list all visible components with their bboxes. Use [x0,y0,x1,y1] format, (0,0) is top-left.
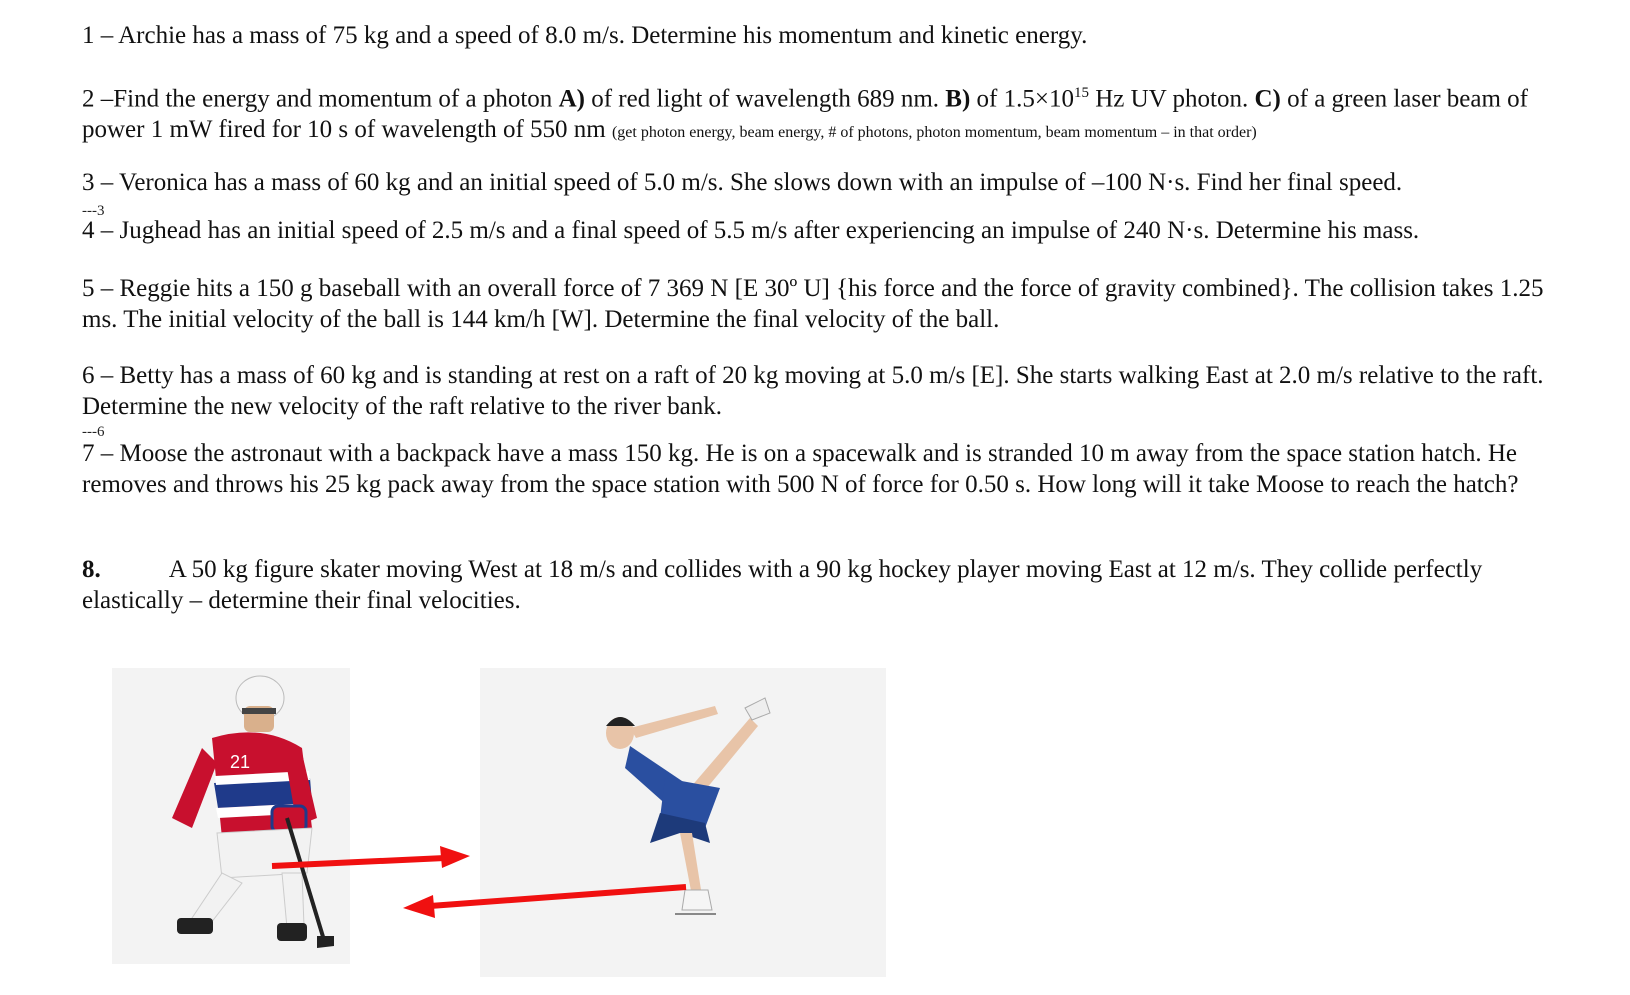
q2-note: (get photon energy, beam energy, # of photons, photon momentum, beam momentum – in that order) [611,124,1257,142]
q2-part-b-text-post: Hz UV photon. [1088,85,1255,113]
separator-6: ---6 [82,424,105,440]
question-3: 3 – Veronica has a mass of 60 kg and an initial speed of 5.0 m/s. She slows down with an impulse of –100 N·s. Find her final speed. [82,169,1403,196]
arrow-west [403,887,686,918]
separator-3: ---3 [82,203,105,219]
question-1: 1 – Archie has a mass of 75 kg and a speed of 8.0 m/s. Determine his momentum and kinetic energy. [82,22,1088,49]
q2-part-b-text: of 1.5×10 [970,85,1074,113]
q2-part-b-label: B) [945,85,971,113]
q2-part-c-label: C) [1254,85,1281,113]
jersey-number: 21 [230,752,251,772]
arrow-east [272,846,470,868]
q2-part-a-label: A) [558,85,585,113]
q2-part-c-text: of a green laser beam of power 1 mW fired for 10 s of wavelength of 550 nm [82,85,1528,144]
q8-number: 8. [82,556,101,583]
q2-part-a-text: of red light of wavelength 689 nm. [584,85,946,113]
q2-exponent: 15 [1073,85,1089,101]
q8-text: A 50 kg figure skater moving West at 18 m/s and collides with a 90 kg hockey player moving East at 12 m/s. They collide perfectly elastically – determine their final velocities. [82,556,1483,614]
q2-lead: 2 –Find the energy and momentum of a photon [82,85,559,113]
question-4: 4 – Jughead has an initial speed of 2.5 m/s and a final speed of 5.5 m/s after experiencing an impulse of 240 N·s. Determine his mass. [82,217,1420,244]
question-5: 5 – Reggie hits a 150 g baseball with an overall force of 7 369 N [E 30º U] {his force and the force of gravity combined}. The collision takes 1.25 ms. The initial velocity of the ball is 144 km/h [W]. Determine the final velocity of the ball. [82,275,1544,333]
question-7: 7 – Moose the astronaut with a backpack have a mass 150 kg. He is on a spacewalk and is stranded 10 m away from the space station hatch. He removes and throws his 25 kg pack away from the space station with 500 N of force for 0.50 s. How long will it take Moose to reach the hatch? [82,440,1519,498]
question-6: 6 – Betty has a mass of 60 kg and is standing at rest on a raft of 20 kg moving at 5.0 m/s [E]. She starts walking East at 2.0 m/s relative to the raft. Determine the new velocity of the raft relative to the river bank. [82,362,1544,420]
